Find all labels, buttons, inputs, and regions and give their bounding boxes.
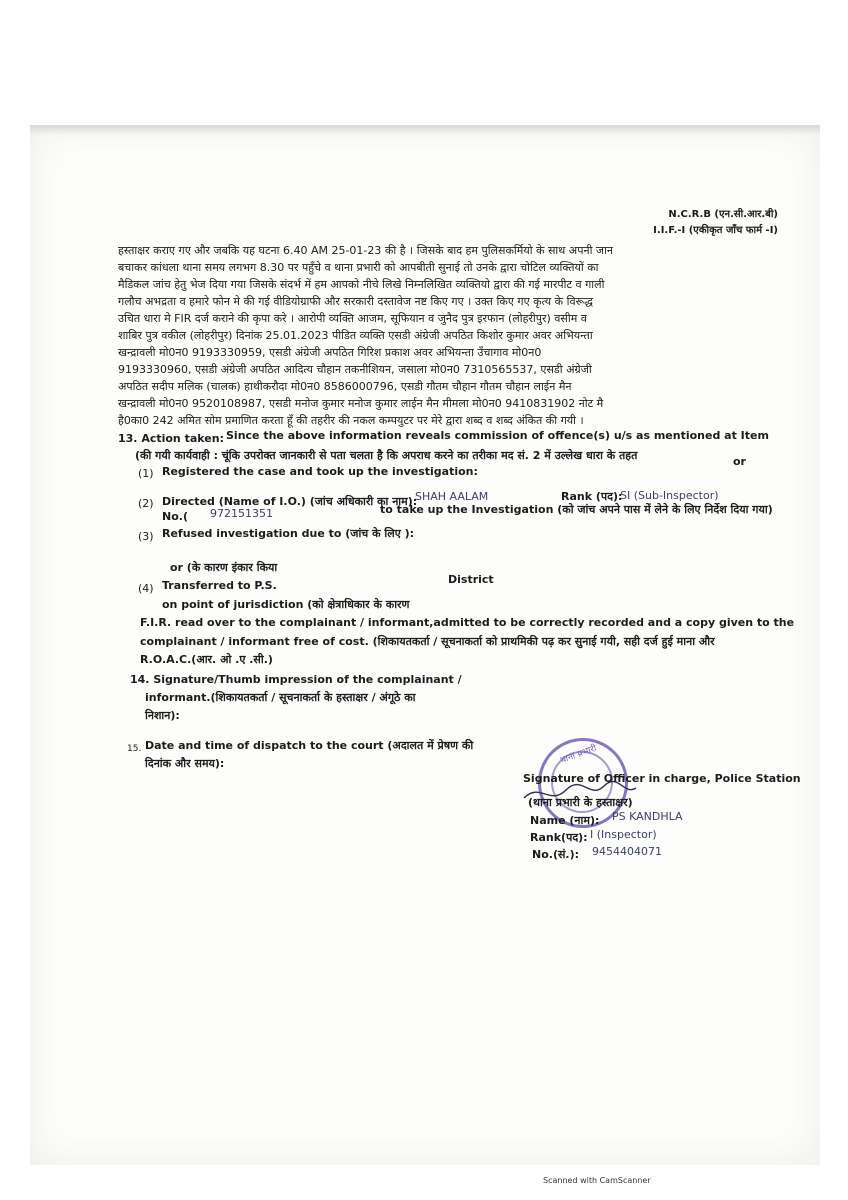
officer-name-label: Name (नाम): [530, 814, 600, 827]
fir-readover-line-3: R.O.A.C.(आर. ओ .ए .सी.) [140, 653, 273, 666]
no-label: No.( [162, 510, 188, 523]
io-name-value: SHAH AALAM [415, 490, 489, 503]
item-4-text: Transferred to P.S. [162, 579, 277, 592]
fir-readover-line-1: F.I.R. read over to the complainant / informant,admitted to be correctly recorded and a copy given to the [140, 616, 795, 629]
officer-title-hindi: (थाना प्रभारी के हस्ताक्षर) [528, 796, 633, 809]
fir-readover-line-2: complainant / informant free of cost. (शिकायतकर्ता / सूचनाकर्ता को प्राथमिकी पढ़ कर सुनाई गयी, सही दर्ज हुई माना और [140, 635, 715, 648]
statement-line: शाबिर पुत्र वकील (लोहरीपुर) दिनांक 25.01.2023 पीडित व्यक्ति एसडी अंग्रेजी अपठित किशोर कुमार अवर अभियन्ता [118, 329, 593, 342]
statement-line: हस्ताक्षर कराए गए और जबकि यह घटना 6.40 AM 25-01-23 की है । जिसके बाद हम पुलिसकर्मियो के साथ अपनी जान [118, 244, 614, 257]
statement-line: बचाकर कांधला थाना समय लगभग 8.30 पर पहुँचे व थाना प्रभारी को आपबीती सुनाई तो उनके द्वारा चोटिल व्यक्तियों का [118, 261, 599, 274]
s14-line-2: informant.(शिकायतकर्ता / सूचनाकर्ता के हस्ताक्षर / अंगूठे का [145, 691, 416, 704]
takeup-text: to take up the Investigation (को जांच अपने पास में लेने के लिए निर्देश दिया गया) [380, 503, 773, 516]
iif-header: I.I.F.-I (एकीकृत जाँच फार्म -I) [653, 225, 778, 236]
item-4-number: (4) [138, 582, 154, 595]
statement-line: उचित धारा मे FIR दर्ज कराने की कृपा करे । आरोपी व्यक्ति आजम, सूफियान व जुनैद पुत्र इरफान (लोहरीपुर) वसीम व [118, 312, 587, 325]
officer-rank-label: Rank(पद): [530, 831, 588, 844]
item-1-text: Registered the case and took up the investigation: [162, 465, 478, 478]
s14-line-3: निशान): [145, 709, 180, 722]
officer-number-label: No.(सं.): [532, 848, 580, 861]
statement-line: अपठित सदीप मलिक (चालक) हाथीकरौदा मो0न0 8586000796, एसडी गौतम चौहान गौतम चौहान लाईन मैन [118, 380, 572, 393]
s15-line-2: दिनांक और समय): [145, 757, 225, 770]
jurisdiction-text: on point of jurisdiction (को क्षेत्राधिकार के कारण [162, 598, 410, 611]
statement-line: गलौच अभद्रता व हमारे फोन मे की गई वीडियोग्राफी और सरकारी दस्तावेज नष्ट किए गए । उक्त किए गए कृत्य के विरूद्ध [118, 295, 593, 308]
io-number-value: 972151351 [210, 507, 273, 520]
s13-or: or [733, 455, 746, 468]
officer-number-value: 9454404071 [592, 845, 662, 858]
s13-text: Since the above information reveals commission of offence(s) u/s as mentioned at Item [226, 429, 769, 442]
scanner-watermark: Scanned with CamScanner [543, 1176, 651, 1185]
item-3-number: (3) [138, 530, 154, 543]
district-label: District [448, 573, 494, 586]
statement-line: खन्द्रावली मो0न0 9193330959, एसडी अंग्रेजी अपठित गिरिश प्रकाश अवर अभियन्ता उँचागाव मो0न0 [118, 346, 542, 359]
statement-line: है0का0 242 अमित सोम प्रमाणित करता हूँ की तहरीर की नकल कम्पयुटर पर मेरे द्वारा शब्द व शब्द अंकित की गयी । [118, 414, 584, 427]
s15-number: 15. [127, 744, 142, 754]
officer-title: Signature of Officer in charge, Police Station [523, 772, 801, 785]
s14-line-1: 14. Signature/Thumb impression of the complainant / [130, 673, 462, 686]
rank-label: Rank (पद): [561, 490, 623, 503]
police-station-stamp: थाना प्रभारी [538, 738, 628, 828]
item-2-text: Directed (Name of I.O.) (जांच अधिकारी का नाम): [162, 495, 418, 508]
officer-name-value: PS KANDHLA [612, 810, 683, 823]
officer-rank-value: I (Inspector) [590, 828, 657, 841]
item-2-number: (2) [138, 497, 154, 510]
ncrb-header: N.C.R.B (एन.सी.आर.बी) [668, 209, 778, 220]
page-edge-shadow [30, 125, 820, 135]
statement-line: खन्द्रावली मो0न0 9520108987, एसडी मनोज कुमार मनोज कुमार लाईन मैन मीमला मो0न0 9410831902 नोट मै [118, 397, 604, 410]
refuse-hindi: or (के कारण इंकार किया [170, 561, 278, 574]
s13-hindi: (की गयी कार्यवाही : चूंकि उपरोक्त जानकारी से पता चलता है कि अपराध करने का तरीका मद सं. 2 में उल्लेख धारा के तहत [135, 449, 638, 462]
rank-value: SI (Sub-Inspector) [620, 489, 719, 502]
item-1-number: (1) [138, 467, 154, 480]
statement-line: मैडिकल जांच हेतु भेज दिया गया जिसके संदर्भ में हम आपको नीचे लिखे निम्नलिखित व्यक्तियो द्वारा की गई मारपीट व गाली [118, 278, 605, 291]
statement-line: 9193330960, एसडी अंग्रेजी अपठित आदित्य चौहान तकनीशियन, जसाला मो0न0 7310565537, एसडी अंग्रेजी [118, 363, 592, 376]
s13-label: 13. Action taken: [118, 432, 224, 445]
s15-line-1: Date and time of dispatch to the court (अदालत में प्रेषण की [145, 739, 474, 752]
item-3-text: Refused investigation due to (जांच के लिए ): [162, 527, 415, 540]
